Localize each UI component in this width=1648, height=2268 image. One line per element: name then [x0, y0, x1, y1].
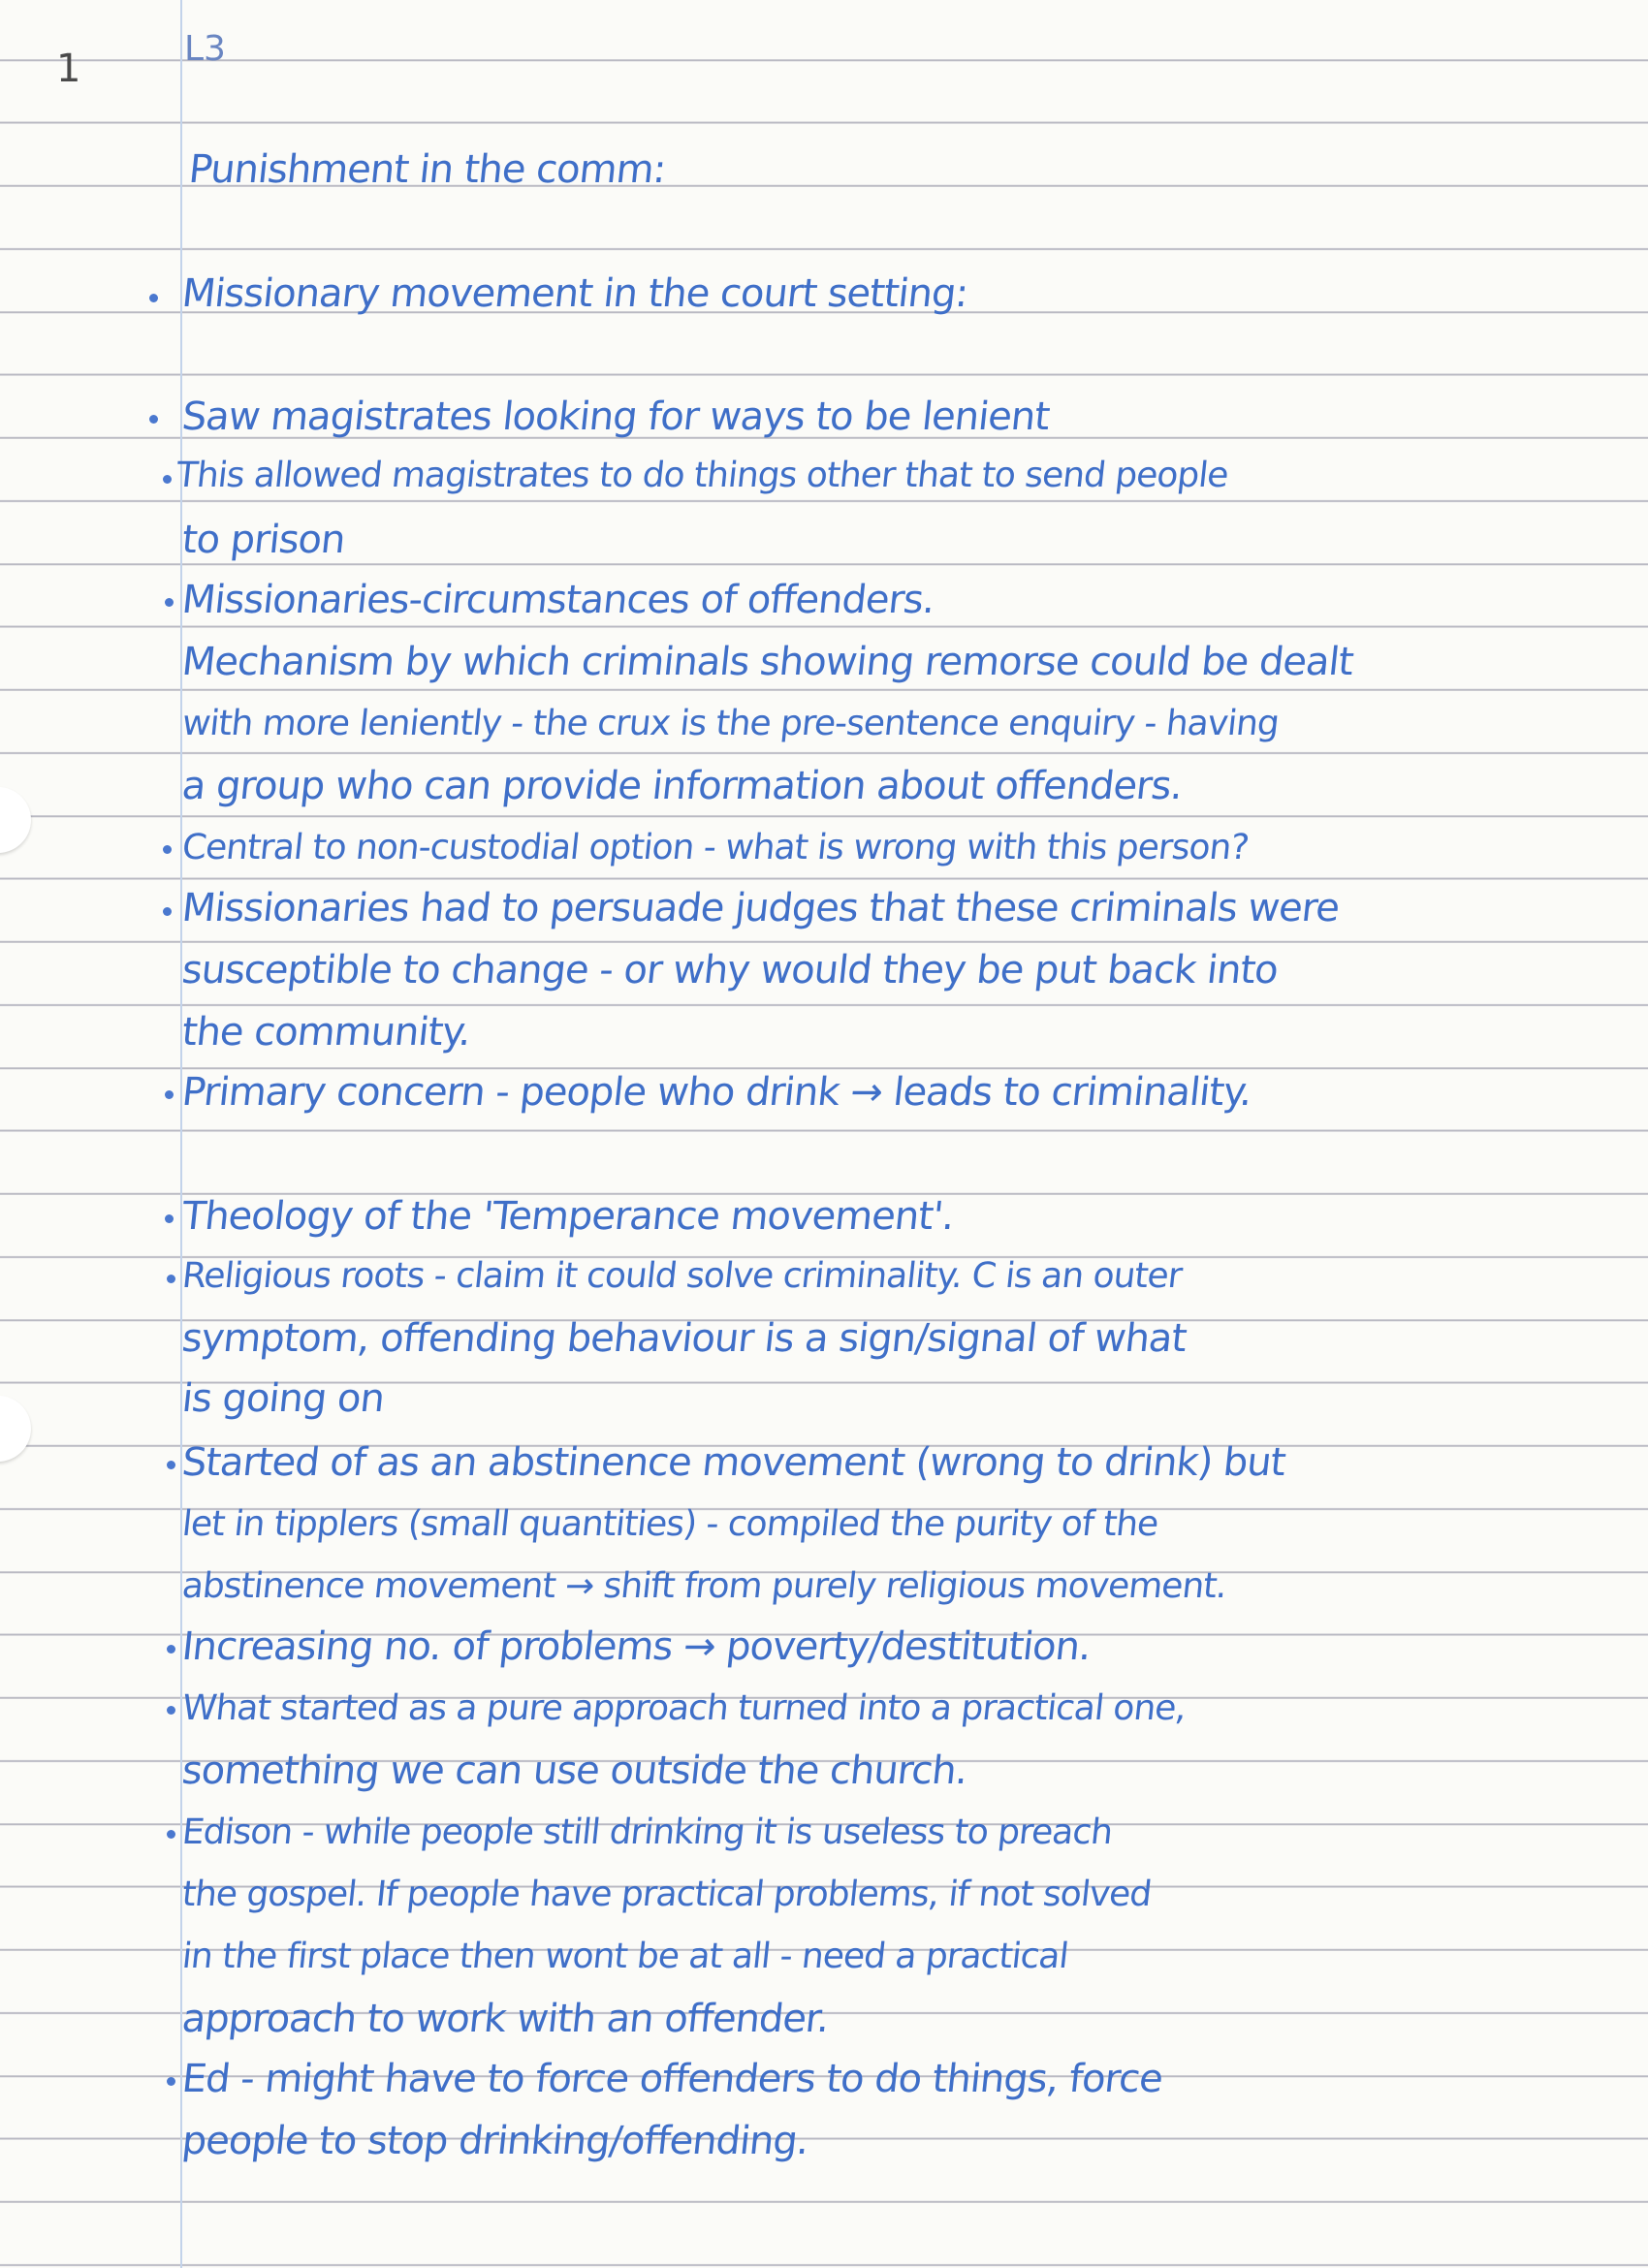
note-line: something we can use outside the church.: [179, 1748, 969, 1793]
note-line: Central to non-custodial option - what is wrong with this person?: [179, 828, 1251, 867]
bullet: [163, 907, 172, 916]
note-line: a group who can provide information about offenders.: [179, 764, 1185, 808]
bullet: [167, 1706, 175, 1715]
note-line: Primary concern - people who drink → leads to criminality.: [179, 1070, 1254, 1115]
note-line: is going on: [179, 1376, 387, 1421]
note-line: approach to work with an offender.: [179, 1997, 831, 2041]
margin-line: [180, 0, 182, 2268]
note-line: Theology of the 'Temperance movement'.: [179, 1194, 957, 1239]
bullet: [149, 294, 158, 302]
note-line: Started of as an abstinence movement (wrong to drink) but: [179, 1440, 1287, 1485]
bullet: [149, 415, 158, 424]
note-line: Ed - might have to force offenders to do things, force: [179, 2057, 1165, 2101]
note-line: Saw magistrates looking for ways to be lenient: [179, 394, 1052, 439]
note-line: the community.: [179, 1010, 473, 1055]
page-title: Punishment in the comm:: [186, 147, 668, 192]
punch-hole-lower: [0, 1396, 31, 1462]
note-line: Missionary movement in the court setting:: [179, 271, 970, 316]
bullet: [167, 1461, 175, 1469]
note-line: This allowed magistrates to do things other that to send people: [174, 456, 1230, 495]
note-line: What started as a pure approach turned into a practical one,: [179, 1688, 1188, 1728]
note-line: people to stop drinking/offending.: [179, 2119, 811, 2163]
note-line: susceptible to change - or why would they be put back into: [179, 948, 1281, 992]
note-line: let in tipplers (small quantities) - compiled the purity of the: [179, 1504, 1160, 1544]
bullet: [163, 845, 172, 854]
note-line: Religious roots - claim it could solve criminality. C is an outer: [179, 1256, 1184, 1296]
page-number: 1: [56, 47, 81, 91]
note-line: Mechanism by which criminals showing remorse could be dealt: [179, 640, 1355, 684]
note-line: Increasing no. of problems → poverty/destitution.: [179, 1624, 1093, 1669]
note-line: symptom, offending behaviour is a sign/signal of what: [179, 1316, 1188, 1361]
bullet: [165, 1214, 174, 1223]
note-line: Edison - while people still drinking it is useless to preach: [179, 1812, 1115, 1852]
lecture-code: L3: [184, 29, 226, 69]
note-line: with more leniently - the crux is the pre-sentence enquiry - having: [179, 704, 1282, 743]
note-line: to prison: [179, 518, 347, 562]
note-line: Missionaries had to persuade judges that these criminals were: [179, 886, 1342, 930]
note-line: Missionaries-circumstances of offenders.: [179, 578, 937, 622]
bullet: [163, 475, 172, 484]
punch-hole-upper: [0, 787, 31, 853]
bullet: [167, 1645, 175, 1654]
bullet: [167, 2077, 175, 2086]
bullet: [165, 598, 174, 607]
note-line: the gospel. If people have practical problems, if not solved: [179, 1874, 1154, 1914]
bullet: [167, 1830, 175, 1839]
bullet: [167, 1275, 175, 1283]
bullet: [165, 1090, 174, 1099]
note-line: in the first place then wont be at all - need a practical: [179, 1937, 1070, 1976]
note-line: abstinence movement → shift from purely religious movement.: [179, 1566, 1229, 1606]
